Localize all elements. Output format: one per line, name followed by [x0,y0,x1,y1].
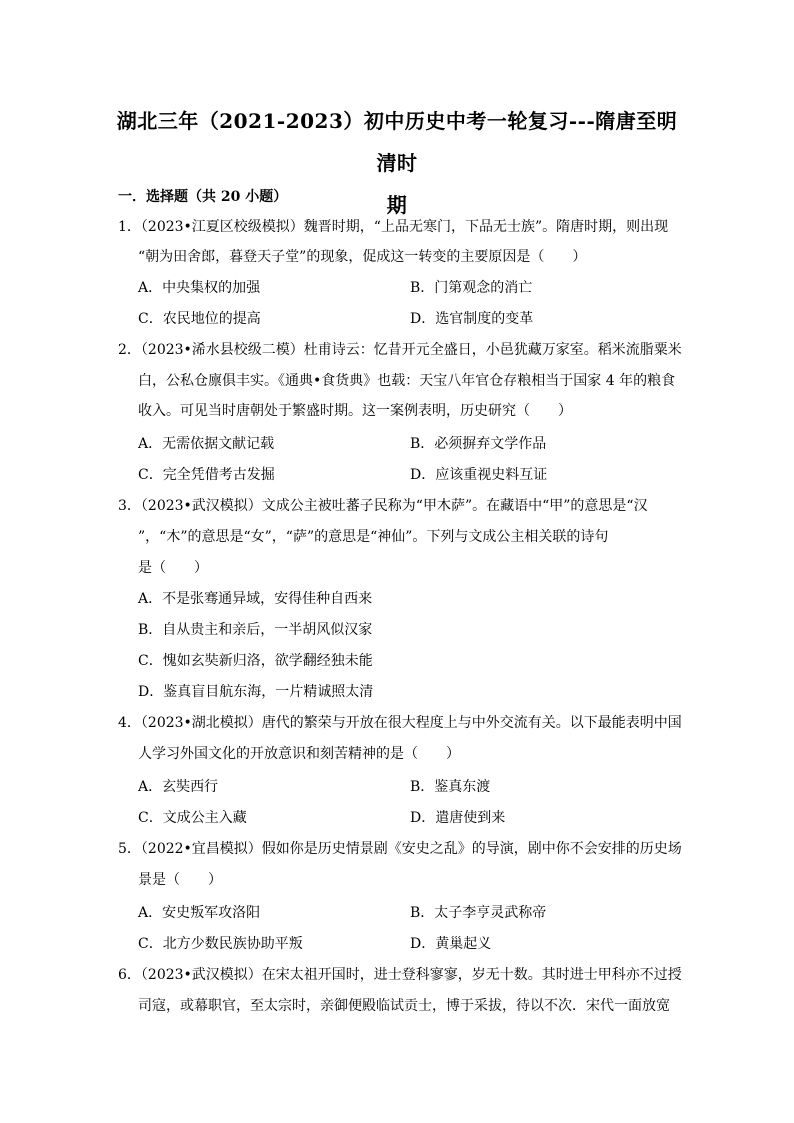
document-title [110,100,684,226]
question-3-line-2: ”，“木”的意思是“女”，“萨”的意思是“神仙”。下列与文成公主相关联的诗句 [138,529,609,545]
question-2-option-d: D．应该重视史料互证 [410,467,548,483]
question-5-option-b: B．太子李亨灵武称帝 [410,905,547,921]
question-2-line-1: 2．（2023•浠水县校级二模）杜甫诗云：忆昔开元全盛日，小邑犹藏万家室。稻米流脂粟米 [118,342,682,358]
question-4-option-a: A．玄奘西行 [138,779,219,795]
question-4-option-d: D．遣唐使到来 [410,810,506,826]
title-line-1: 湖北三年（2021-2023）初中历史中考一轮复习---隋唐至明清时 [116,109,678,175]
question-4-option-b: B．鉴真东渡 [410,779,491,795]
question-6-line-1: 6．（2023•武汉模拟）在宋太祖开国时，进士登科寥寥，岁无十数。其时进士甲科亦不过授 [118,967,682,983]
question-1-line-2: “朝为田舍郎，暮登天子堂”的现象，促成这一转变的主要原因是（ ） [138,249,587,265]
question-3-option-d: D．鉴真盲目航东海，一片精诚照太清 [138,684,374,700]
question-5-line-2: 景是（ ） [138,872,222,888]
title-line-2: 期 [386,193,408,217]
question-2-option-c: C．完全凭借考古发掘 [138,467,275,483]
question-1-option-d: D．选官制度的变革 [410,311,534,327]
question-4-option-c: C．文成公主入藏 [138,810,247,826]
question-3-line-1: 3．（2023•武汉模拟）文成公主被吐蕃子民称为“甲木萨”。在藏语中“甲”的意思是“汉 [118,498,648,514]
question-3-option-b: B．自从贵主和亲后，一半胡风似汉家 [138,622,373,638]
question-5-option-c: C．北方少数民族协助平叛 [138,936,303,952]
question-2-option-b: B．必须摒弃文学作品 [410,436,547,452]
question-2-option-a: A．无需依据文献记载 [138,436,275,452]
question-4-line-1: 4．（2023•湖北模拟）唐代的繁荣与开放在很大程度上与中外交流有关。以下最能表明中国 [118,715,682,731]
question-1-option-c: C．农民地位的提高 [138,311,261,327]
question-2-line-3: 收入。可见当时唐朝处于繁盛时期。这一案例表明，历史研究（ ） [138,403,572,419]
question-1-option-b: B．门第观念的消亡 [410,280,533,296]
question-5-option-d: D．黄巢起义 [410,936,492,952]
question-1-option-a: A．中央集权的加强 [138,280,261,296]
question-5-option-a: A．安史叛军攻洛阳 [138,905,261,921]
question-4-line-2: 人学习外国文化的开放意识和刻苦精神的是（ ） [138,746,460,762]
question-3-option-c: C．愧如玄奘新归洛，欲学翻经独未能 [138,653,373,669]
section-heading: 一．选择题（共 20 小题） [118,189,288,205]
question-3-option-a: A．不是张骞通异域，安得佳种自西来 [138,591,373,607]
question-3-line-3: 是（ ） [138,560,208,576]
question-2-line-2: 白，公私仓廪俱丰实。《通典•食货典》也载：天宝八年官仓存粮相当于国家 4 年的粮食 [138,373,676,389]
question-6-line-2: 司寇，或幕职官，至太宗时，亲御便殿临试贡士，博于采拔，待以不次．宋代一面放宽 [138,998,670,1014]
question-1-line-1: 1．（2023•江夏区校级模拟）魏晋时期，“上品无寒门，下品无士族”。隋唐时期，则出现 [118,219,669,235]
question-5-line-1: 5．（2022•宜昌模拟）假如你是历史情景剧《安史之乱》的导演，剧中你不会安排的历史场 [118,841,682,857]
